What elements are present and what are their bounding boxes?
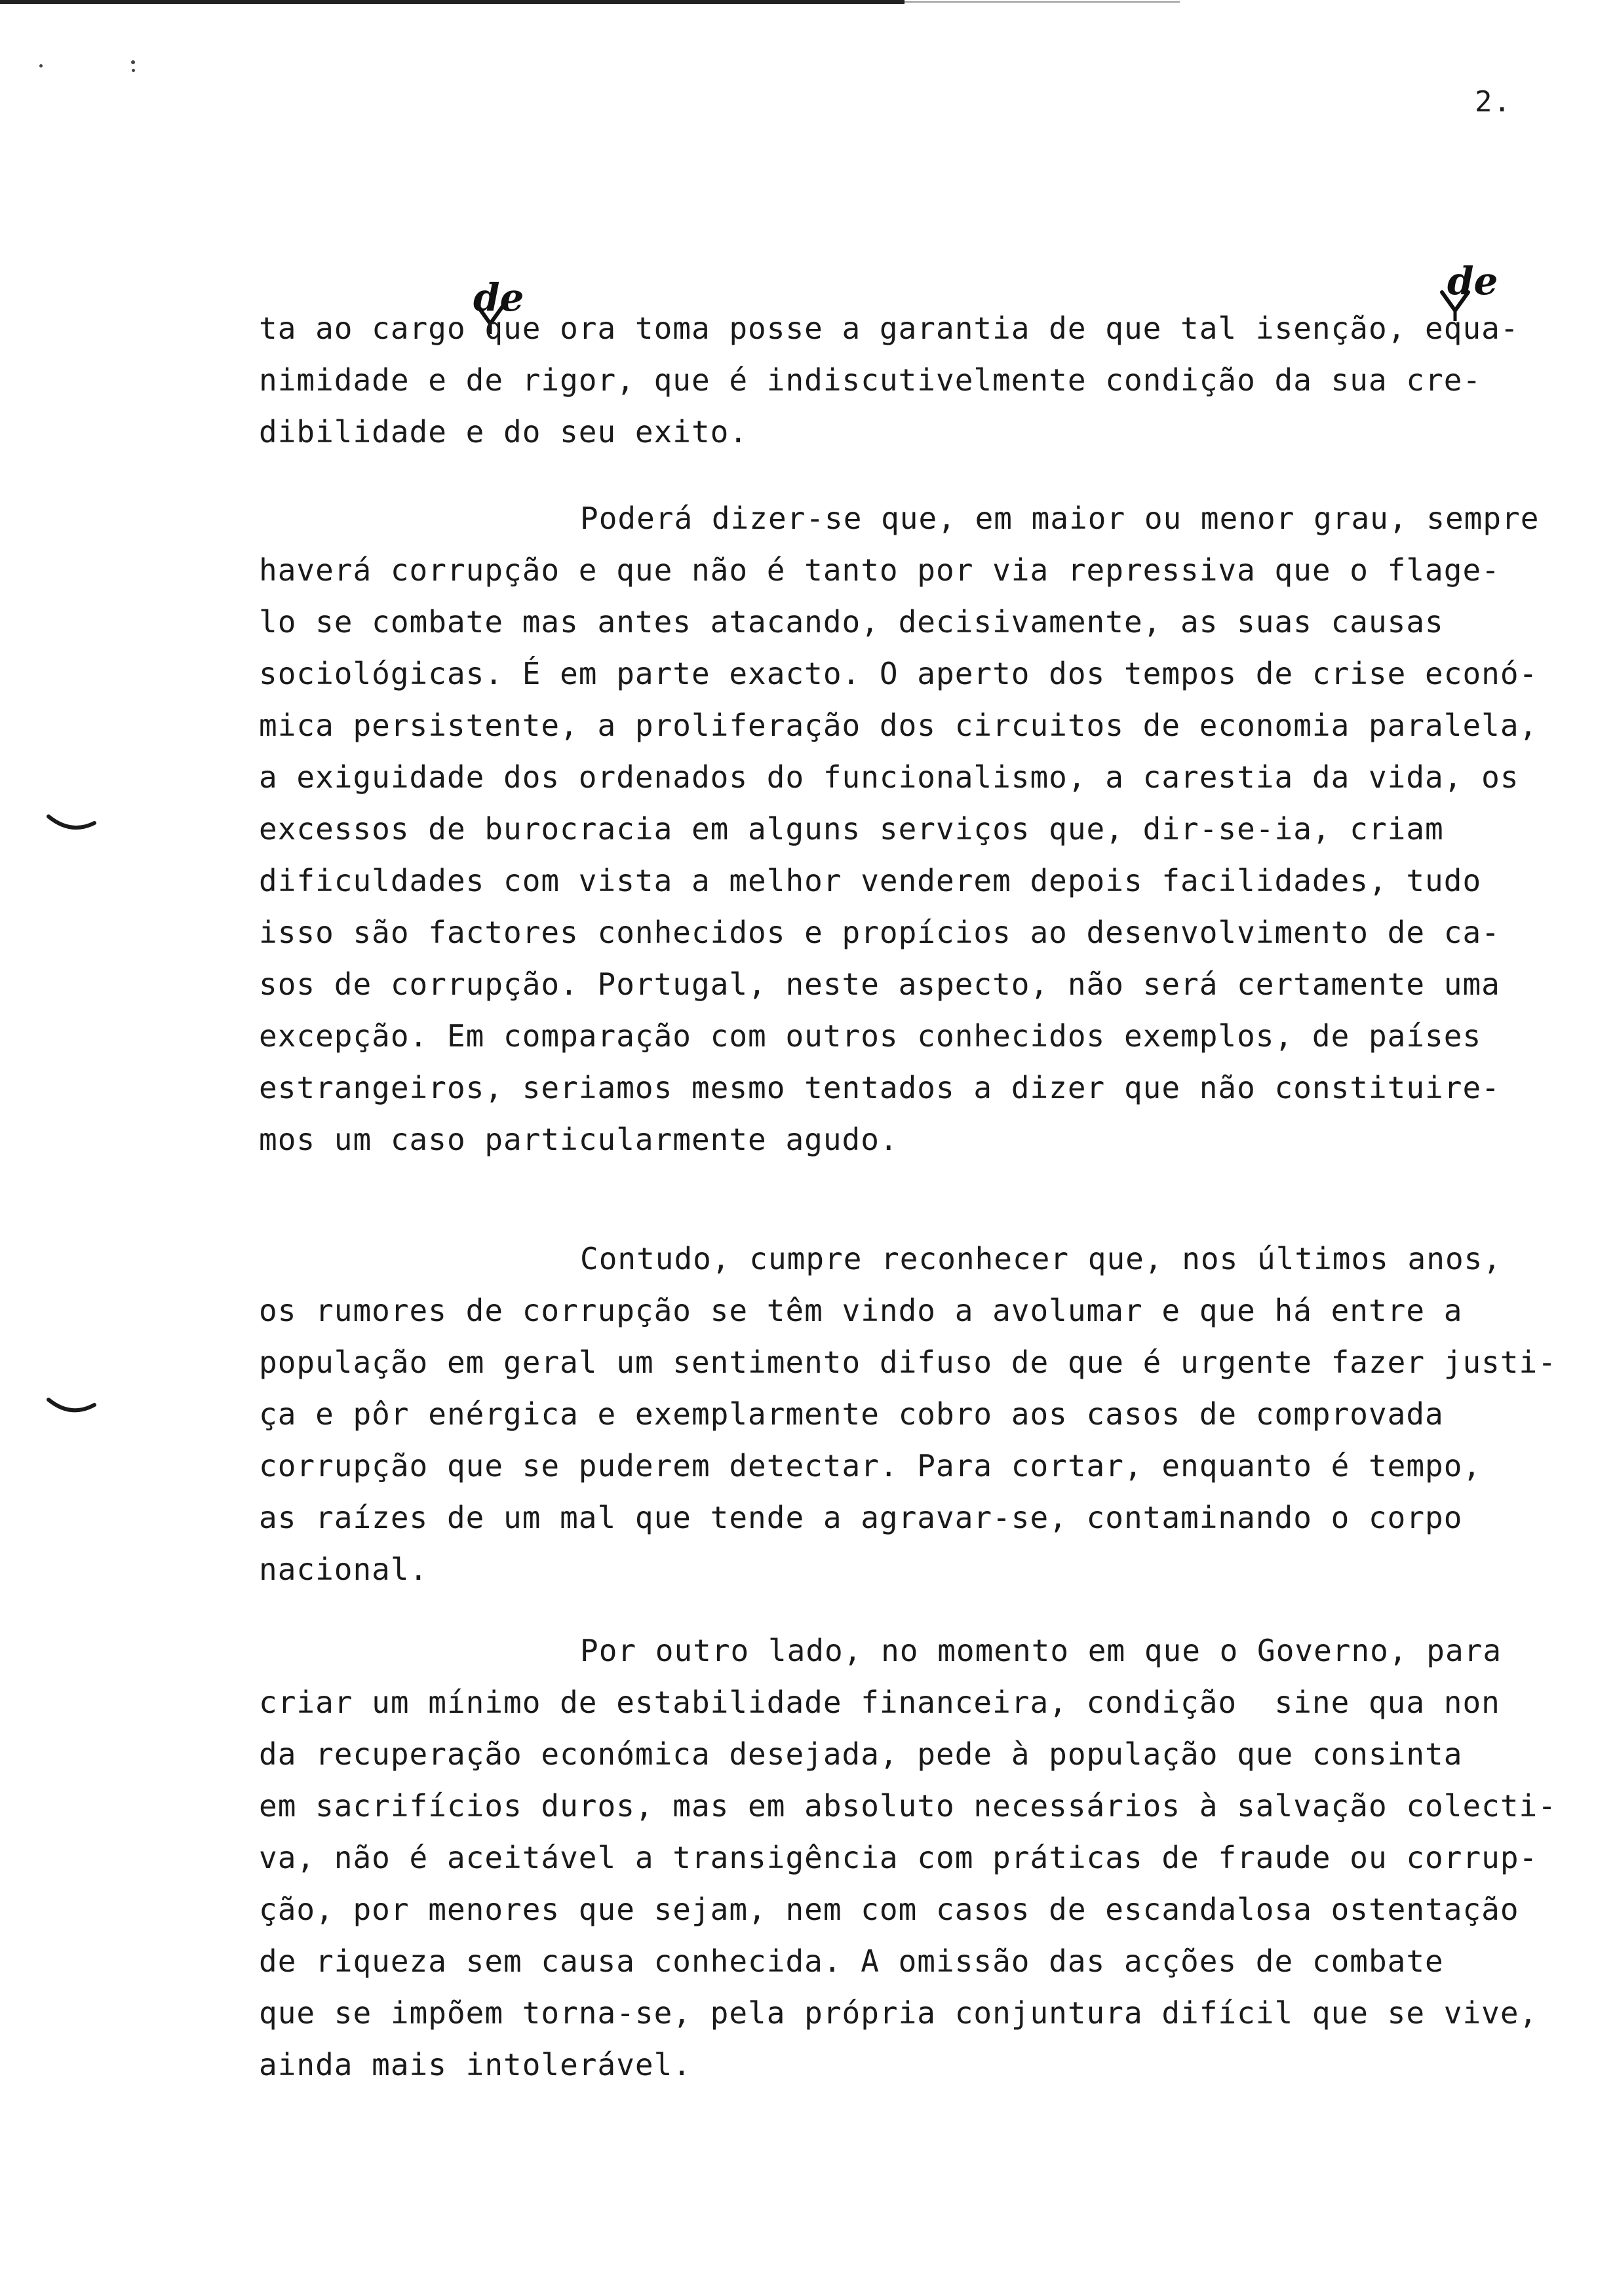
text-line: corrupção que se puderem detectar. Para cortar, enquanto é tempo, <box>259 1448 1482 1483</box>
page-number: 2. <box>1475 85 1512 119</box>
text-line: os rumores de corrupção se têm vindo a avolumar e que há entre a <box>259 1293 1463 1328</box>
text-line: dibilidade e do seu exito. <box>259 414 749 450</box>
text-line: a exiguidade dos ordenados do funcionalismo, a carestia da vida, os <box>259 759 1519 795</box>
scan-speck <box>132 69 135 72</box>
handwritten-insertion: de <box>473 275 524 320</box>
text-line: isso são factores conhecidos e propícios ao desenvolvimento de ca- <box>259 915 1500 950</box>
text-line: ção, por menores que sejam, nem com casos de escandalosa ostentação <box>259 1892 1519 1927</box>
text-line: da recuperação económica desejada, pede à população que consinta <box>259 1736 1463 1772</box>
text-line: nimidade e de rigor, que é indiscutivelmente condição da sua cre- <box>259 362 1482 398</box>
text-line: nacional. <box>259 1552 429 1587</box>
margin-binding-mark <box>46 1396 98 1422</box>
text-line: excessos de burocracia em alguns serviços que, dir-se-ia, criam <box>259 811 1444 847</box>
text-line: estrangeiros, seriamos mesmo tentados a dizer que não constituire- <box>259 1070 1500 1105</box>
top-scan-border-faint <box>905 1 1180 3</box>
text-line: Contudo, cumpre reconhecer que, nos últimos anos, <box>580 1241 1502 1276</box>
text-line: excepção. Em comparação com outros conhecidos exemplos, de países <box>259 1018 1482 1054</box>
text-line: lo se combate mas antes atacando, decisivamente, as suas causas <box>259 604 1444 640</box>
text-line: ça e pôr enérgica e exemplarmente cobro aos casos de comprovada <box>259 1396 1444 1432</box>
handwritten-insertion: de <box>1447 259 1498 303</box>
text-line: Poderá dizer-se que, em maior ou menor grau, sempre <box>580 501 1540 536</box>
text-line: dificuldades com vista a melhor venderem depois facilidades, tudo <box>259 863 1482 898</box>
text-line: de riqueza sem causa conhecida. A omissão das acções de combate <box>259 1943 1444 1979</box>
paragraph-1 <box>259 303 1557 458</box>
text-line: em sacrifícios duros, mas em absoluto necessários à salvação colecti- <box>259 1788 1557 1824</box>
text-line: sos de corrupção. Portugal, neste aspecto, não será certamente uma <box>259 966 1500 1002</box>
top-scan-border <box>0 0 905 4</box>
text-line: Por outro lado, no momento em que o Governo, para <box>580 1633 1502 1668</box>
text-line: mica persistente, a proliferação dos circuitos de economia paralela, <box>259 708 1538 743</box>
text-line: haverá corrupção e que não é tanto por via repressiva que o flage- <box>259 552 1500 588</box>
text-line: sociológicas. É em parte exacto. O aperto dos tempos de crise econó- <box>259 656 1538 691</box>
paragraph-2 <box>259 493 1557 1166</box>
text-line: criar um mínimo de estabilidade financeira, condição sine qua non <box>259 1685 1500 1720</box>
margin-binding-mark <box>46 813 98 839</box>
text-line: ta ao cargo que ora toma posse a garantia de que tal isenção, equa- <box>259 311 1519 346</box>
paragraph-4 <box>259 1625 1557 2091</box>
paragraph-3 <box>259 1233 1557 1596</box>
scan-speck <box>39 64 43 67</box>
text-line: mos um caso particularmente agudo. <box>259 1122 899 1157</box>
text-line: va, não é aceitável a transigência com práticas de fraude ou corrup- <box>259 1840 1538 1875</box>
scan-speck <box>131 60 135 64</box>
text-line: população em geral um sentimento difuso de que é urgente fazer justi- <box>259 1345 1557 1380</box>
text-line: que se impõem torna-se, pela própria conjuntura difícil que se vive, <box>259 1995 1538 2031</box>
text-line: as raízes de um mal que tende a agravar-se, contaminando o corpo <box>259 1500 1463 1535</box>
text-line: ainda mais intolerável. <box>259 2047 691 2082</box>
